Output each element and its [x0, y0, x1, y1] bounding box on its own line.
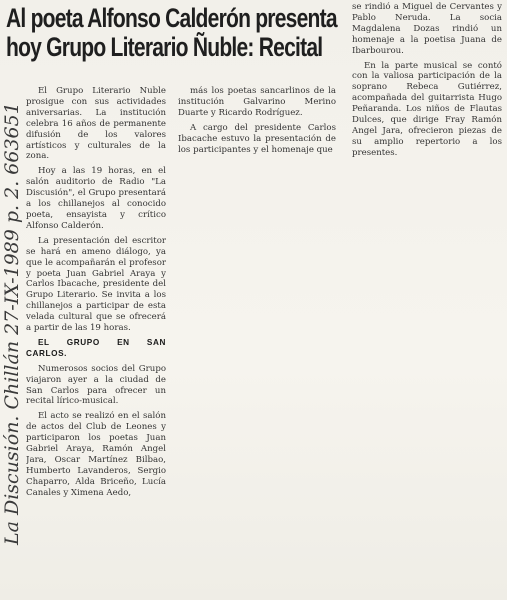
paragraph: La presentación del escritor se hará en ameno diálogo, ya que le acompañarán el profesor y poeta Juan Gabriel Araya y Carlos Ibacache, presidente del Grupo Literario. Se invita a los chillanejos a participar de esta velada cultural que se ofrecerá a partir de las 19 horas. [26, 235, 166, 334]
paragraph: En la parte musical se contó con la valiosa participación de la soprano Rebeca Gutiérrez, acompañada del guitarrista Hugo Peñaranda. Los niños de Flautas Dulces, que dirige Fray Ramón Angel Jara, ofrecieron piezas de su amplio repertorio a los presentes. [352, 60, 502, 158]
article-column-3 [352, 2, 502, 202]
paragraph: más los poetas sancarlinos de la institución Galvarino Merino Duarte y Ricardo Rodríguez. [178, 86, 336, 118]
paragraph: El Grupo Literario Ñuble prosigue con sus actividades aniversarias. La institución celebra 16 años de permanente difusión de los valores artísticos y culturales de la zona. [26, 86, 166, 162]
article-column-2 [178, 86, 336, 206]
paragraph: El acto se realizó en el salón de actos del Club de Leones y participaron los poetas Juan Gabriel Araya, Ramón Angel Jara, Oscar Martínez Bilbao, Humberto Lavanderos, Sergio Chaparro, Alda Briceño, Lucía Canales y Ximena Aedo, [26, 411, 166, 498]
article-column-1 [26, 86, 166, 598]
paragraph: Hoy a las 19 horas, en el salón auditorio de Radio "La Discusión", el Grupo presentará a los chillanejos al conocido poeta, ensayista y crítico Alfonso Calderón. [26, 166, 166, 231]
paragraph: Numerosos socios del Grupo viajaron ayer a la ciudad de San Carlos para ofrecer un recital lírico-musical. [26, 363, 166, 407]
paragraph: se rindió a Miguel de Cervantes y Pablo Neruda. La socia Magdalena Dozas rindió un homenaje a la poetisa Juana de Ibarbourou. [352, 2, 502, 56]
headline-line-1: Al poeta Alfonso Calderón presenta [6, 3, 337, 33]
handwritten-margin-note: La Discusión. Chillán 27-IX-1989 p. 2. 663651 [1, 102, 23, 545]
headline [6, 3, 337, 62]
paragraph: A cargo del presidente Carlos Ibacache estuvo la presentación de los participantes y el homenaje que [178, 122, 336, 155]
headline-line-2: hoy Grupo Literario Ñuble: Recital [6, 32, 323, 62]
section-subhead: EL GRUPO EN SAN CARLOS. [26, 337, 166, 358]
